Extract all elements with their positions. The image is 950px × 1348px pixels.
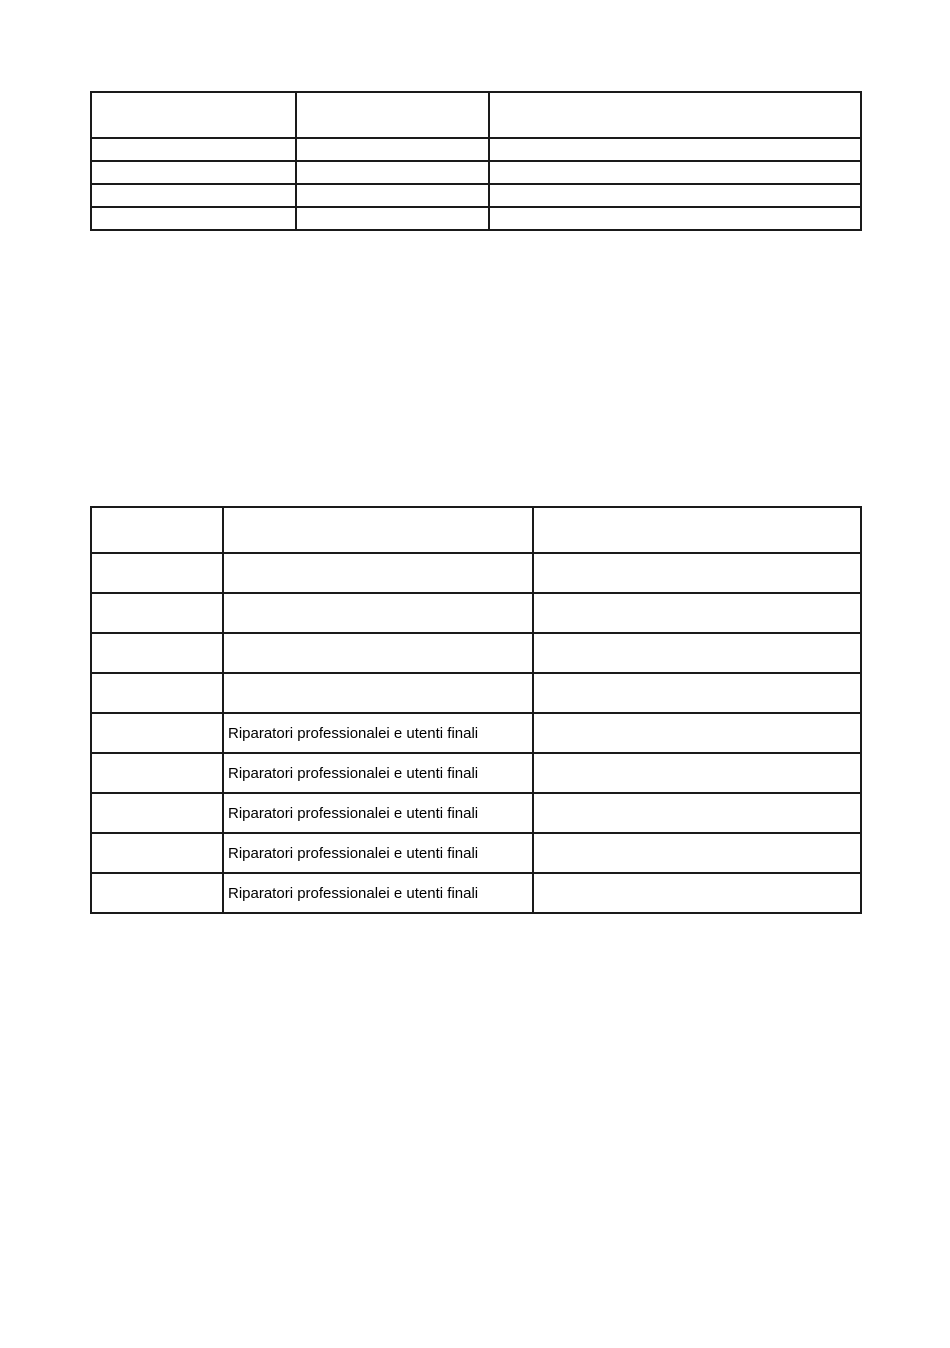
table-cell: [91, 833, 223, 873]
table-cell: [91, 633, 223, 673]
table-cell: [223, 593, 533, 633]
table-row: [91, 161, 861, 184]
table-cell: Riparatori professionalei e utenti finali: [223, 713, 533, 753]
header-cell: [533, 507, 861, 553]
table-cell: [223, 673, 533, 713]
table-cell: Riparatori professionalei e utenti finali: [223, 793, 533, 833]
table-cell: [489, 207, 861, 230]
table-cell: [296, 184, 489, 207]
table-header-row: [91, 507, 861, 553]
header-cell: [91, 92, 296, 138]
table-row: [91, 873, 861, 913]
table-row: [91, 713, 861, 753]
table-cell: [296, 207, 489, 230]
table-row: [91, 207, 861, 230]
table-row: [91, 593, 861, 633]
table-cell: [296, 138, 489, 161]
table-cell: [91, 713, 223, 753]
header-cell: [91, 507, 223, 553]
table-cell: [533, 793, 861, 833]
table-cell: [223, 633, 533, 673]
table-cell: Riparatori professionalei e utenti finali: [223, 873, 533, 913]
table-cell: [91, 753, 223, 793]
table-row: [91, 673, 861, 713]
table-header-row: [91, 92, 861, 138]
table-cell: [533, 753, 861, 793]
table-cell: [91, 138, 296, 161]
table-row: [91, 138, 861, 161]
table-row: [91, 753, 861, 793]
table-row: [91, 553, 861, 593]
table-cell: [296, 161, 489, 184]
header-cell: [223, 507, 533, 553]
table-cell: [91, 553, 223, 593]
table-cell: [533, 633, 861, 673]
table-cell: [91, 207, 296, 230]
table-cell: [91, 184, 296, 207]
table-cell: [533, 833, 861, 873]
table-cell: [91, 873, 223, 913]
table-cell: [91, 793, 223, 833]
table-row: [91, 793, 861, 833]
header-cell: [489, 92, 861, 138]
table-cell: [223, 553, 533, 593]
table-1: [90, 91, 862, 231]
table-cell: [91, 593, 223, 633]
table-cell: [533, 553, 861, 593]
table-row: [91, 633, 861, 673]
table-cell: [533, 873, 861, 913]
header-cell: [296, 92, 489, 138]
table-cell: [533, 713, 861, 753]
table-cell: [91, 673, 223, 713]
table-cell: Riparatori professionalei e utenti finali: [223, 833, 533, 873]
table-cell: [533, 593, 861, 633]
table-cell: Riparatori professionalei e utenti finali: [223, 753, 533, 793]
table-row: [91, 833, 861, 873]
table-cell: [489, 138, 861, 161]
table-row: [91, 184, 861, 207]
table-cell: [489, 161, 861, 184]
table-cell: [533, 673, 861, 713]
table-cell: [489, 184, 861, 207]
table-2: [90, 506, 862, 914]
table-cell: [91, 161, 296, 184]
